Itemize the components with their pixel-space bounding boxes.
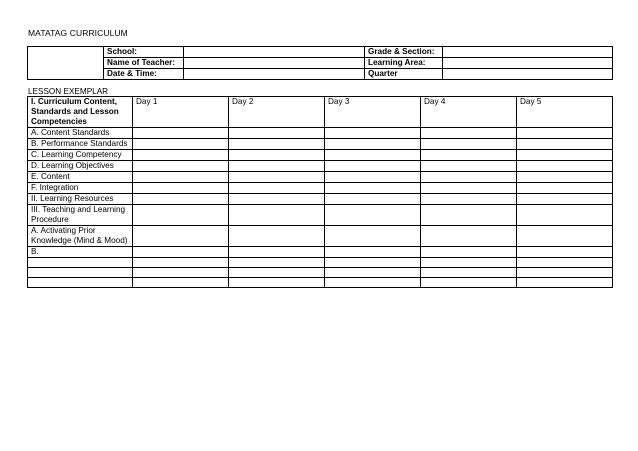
cell[interactable] — [421, 128, 517, 139]
cell[interactable] — [229, 139, 325, 150]
row-label-teaching-procedure: III. Teaching and Learning Procedure — [28, 205, 133, 226]
document-title: MATATAG CURRICULUM — [28, 28, 128, 38]
cell[interactable] — [229, 172, 325, 183]
cell[interactable] — [421, 205, 517, 226]
cell[interactable] — [325, 139, 421, 150]
date-time-field[interactable] — [184, 69, 365, 80]
cell[interactable] — [229, 205, 325, 226]
row-label-content: E. Content — [28, 172, 133, 183]
cell[interactable] — [229, 278, 325, 288]
cell[interactable] — [517, 205, 613, 226]
day-4-header: Day 4 — [421, 97, 517, 128]
lesson-exemplar-table — [27, 96, 613, 288]
grade-section-field[interactable] — [443, 47, 613, 58]
cell[interactable] — [133, 161, 229, 172]
quarter-field[interactable] — [443, 69, 613, 80]
cell[interactable] — [517, 161, 613, 172]
cell[interactable] — [421, 172, 517, 183]
cell[interactable] — [421, 139, 517, 150]
cell[interactable] — [325, 128, 421, 139]
row-label-learning-competency: C. Learning Competency — [28, 150, 133, 161]
cell[interactable] — [517, 183, 613, 194]
cell[interactable] — [325, 278, 421, 288]
cell[interactable] — [421, 278, 517, 288]
cell[interactable] — [229, 150, 325, 161]
date-time-label: Date & Time: — [104, 69, 184, 80]
table-row — [28, 278, 613, 288]
cell[interactable] — [421, 247, 517, 258]
cell[interactable] — [133, 139, 229, 150]
row-label-blank — [28, 278, 133, 288]
cell[interactable] — [325, 258, 421, 268]
table-row — [28, 161, 613, 172]
cell[interactable] — [421, 161, 517, 172]
cell[interactable] — [229, 194, 325, 205]
table-row — [28, 183, 613, 194]
cell[interactable] — [133, 205, 229, 226]
cell[interactable] — [325, 205, 421, 226]
cell[interactable] — [421, 194, 517, 205]
cell[interactable] — [325, 247, 421, 258]
day-1-header: Day 1 — [133, 97, 229, 128]
header-row-school — [28, 47, 613, 58]
cell[interactable] — [517, 139, 613, 150]
cell[interactable] — [133, 128, 229, 139]
cell[interactable] — [133, 226, 229, 247]
table-row — [28, 139, 613, 150]
cell[interactable] — [517, 278, 613, 288]
row-label-blank — [28, 268, 133, 278]
table-header-row — [28, 97, 613, 128]
cell[interactable] — [133, 194, 229, 205]
cell[interactable] — [325, 161, 421, 172]
teacher-label: Name of Teacher: — [104, 58, 184, 69]
school-field[interactable] — [184, 47, 365, 58]
cell[interactable] — [133, 278, 229, 288]
teacher-field[interactable] — [184, 58, 365, 69]
cell[interactable] — [133, 247, 229, 258]
cell[interactable] — [325, 268, 421, 278]
cell[interactable] — [325, 226, 421, 247]
row-label-content-standards: A. Content Standards — [28, 128, 133, 139]
table-row — [28, 226, 613, 247]
cell[interactable] — [517, 128, 613, 139]
learning-area-field[interactable] — [443, 58, 613, 69]
table-row — [28, 128, 613, 139]
cell[interactable] — [133, 150, 229, 161]
cell[interactable] — [517, 247, 613, 258]
cell[interactable] — [229, 161, 325, 172]
cell[interactable] — [133, 183, 229, 194]
cell[interactable] — [517, 258, 613, 268]
cell[interactable] — [229, 226, 325, 247]
day-2-header: Day 2 — [229, 97, 325, 128]
table-row — [28, 150, 613, 161]
row-label-performance-standards: B. Performance Standards — [28, 139, 133, 150]
cell[interactable] — [421, 226, 517, 247]
row-label-learning-resources: II. Learning Resources — [28, 194, 133, 205]
grade-section-label: Grade & Section: — [365, 47, 443, 58]
day-5-header: Day 5 — [517, 97, 613, 128]
cell[interactable] — [133, 172, 229, 183]
cell[interactable] — [421, 268, 517, 278]
table-row — [28, 194, 613, 205]
cell[interactable] — [517, 194, 613, 205]
row-label-learning-objectives: D. Learning Objectives — [28, 161, 133, 172]
quarter-label: Quarter — [365, 69, 443, 80]
table-row — [28, 258, 613, 268]
row-label-b: B. — [28, 247, 133, 258]
header-row-teacher — [28, 58, 613, 69]
cell[interactable] — [325, 150, 421, 161]
curriculum-content-header: I. Curriculum Content, Standards and Lesson Competencies — [28, 97, 133, 128]
cell[interactable] — [229, 247, 325, 258]
cell[interactable] — [517, 226, 613, 247]
lesson-exemplar-label: LESSON EXEMPLAR — [28, 87, 109, 96]
cell[interactable] — [421, 183, 517, 194]
table-row — [28, 268, 613, 278]
learning-area-label: Learning Area: — [365, 58, 443, 69]
table-row — [28, 205, 613, 226]
row-label-activating-prior-knowledge: A. Activating Prior Knowledge (Mind & Mood) — [28, 226, 133, 247]
cell[interactable] — [421, 258, 517, 268]
cell[interactable] — [133, 258, 229, 268]
day-3-header: Day 3 — [325, 97, 421, 128]
cell[interactable] — [517, 268, 613, 278]
cell[interactable] — [133, 268, 229, 278]
cell[interactable] — [229, 128, 325, 139]
row-label-blank — [28, 258, 133, 268]
cell[interactable] — [229, 268, 325, 278]
cell[interactable] — [229, 258, 325, 268]
table-row — [28, 172, 613, 183]
table-row — [28, 247, 613, 258]
cell[interactable] — [325, 194, 421, 205]
cell[interactable] — [421, 150, 517, 161]
teacher-info-table — [27, 46, 613, 80]
cell[interactable] — [517, 172, 613, 183]
header-row-date — [28, 69, 613, 80]
cell[interactable] — [325, 172, 421, 183]
cell[interactable] — [325, 183, 421, 194]
row-label-integration: F. Integration — [28, 183, 133, 194]
header-blank-cell — [28, 47, 104, 80]
school-label: School: — [104, 47, 184, 58]
cell[interactable] — [517, 150, 613, 161]
cell[interactable] — [229, 183, 325, 194]
